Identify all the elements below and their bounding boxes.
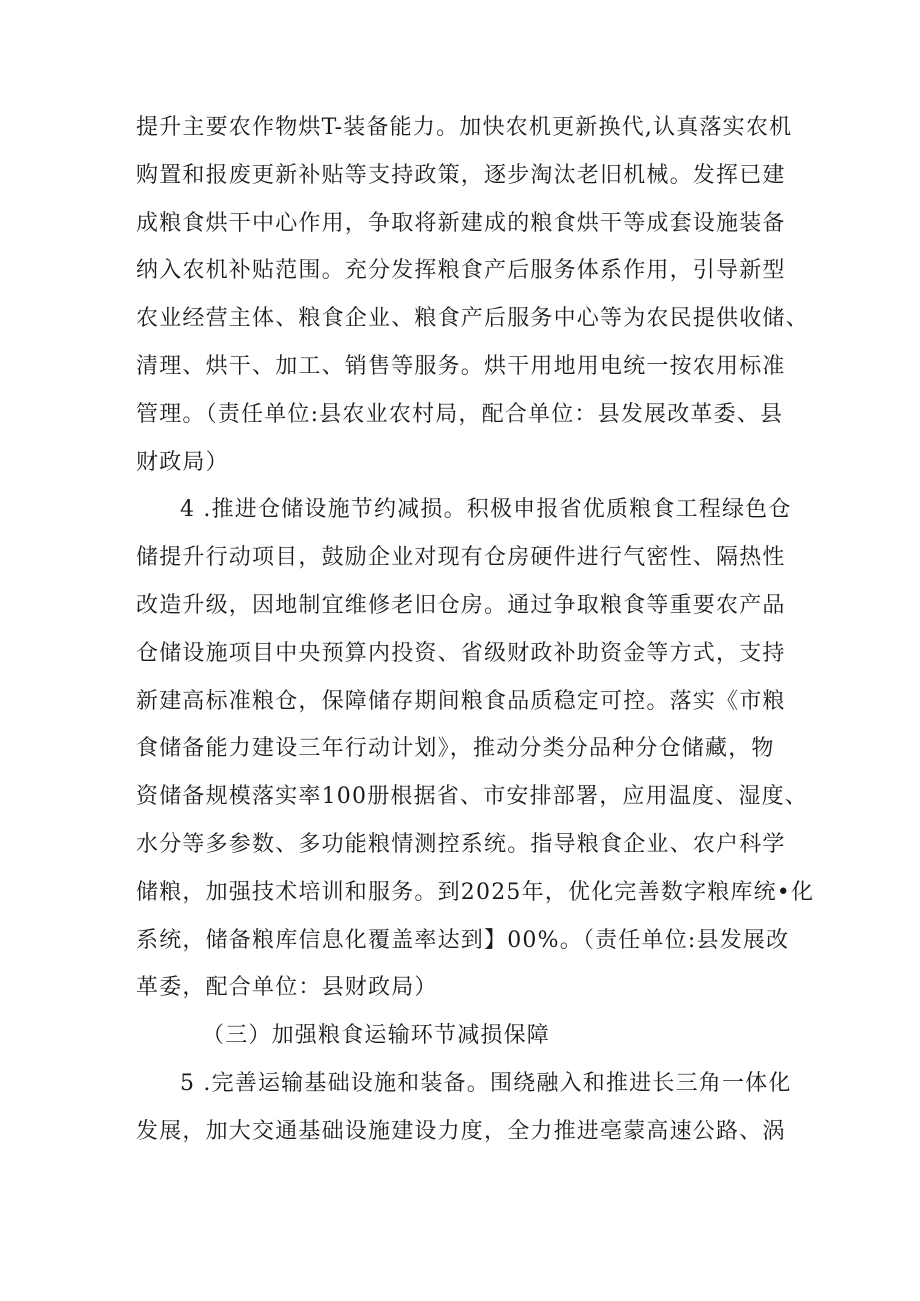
text-line: 成粮食烘干中心作用，争取将新建成的粮食烘干等成套设施装备 [136,210,786,236]
text-line: 财政局） [136,449,229,475]
paragraph-p1 [136,104,809,486]
text-line: 新建高标准粮仓，保障储存期间粮食品质稳定可控。落实《市粮 [136,688,786,714]
text-line: 提升主要农作物烘T-装备能力。加快农机更新换代,认真落实农机 [136,115,793,140]
text-line: 食储备能力建设三年行动计划》，推动分类分品种分仓储藏，物 [136,736,775,762]
text-line: 管理。（责任单位:县农业农村局，配合单位：县发展改革委、县 [136,401,784,427]
text-line: 5 .完善运输基础设施和装备。围绕融入和推进长三角一体化 [180,1070,792,1096]
text-line: 储提升行动项目，鼓励企业对现有仓房硬件进行气密性、隔热性 [136,545,786,571]
text-line: 纳入农机补贴范围。充分发挥粮食产后服务体系作用，引导新型 [136,258,786,284]
text-line: 发展，加大交通基础设施建设力度，全力推进亳蒙高速公路、涡 [136,1118,786,1144]
text-line: 储粮，加强技术培训和服务。到2025年，优化完善数字粮库统•化 [136,879,815,905]
paragraph-p4 [136,1060,791,1156]
text-line: 系统，储备粮库信息化覆盖率达到】00%。（责任单位:县发展改 [136,927,790,953]
text-line: 4 .推进仓储设施节约减损。积极申报省优质粮食工程绿色仓 [180,497,792,523]
text-line: 清理、烘干、加工、销售等服务。烘干用地用电统一按农用标准 [136,353,786,379]
paragraph-p2 [136,486,815,1012]
text-line: 农业经营主体、粮食企业、粮食产后服务中心等为农民提供收储、 [136,306,809,332]
paragraph-p3 [136,1012,791,1060]
document-body [136,104,815,1156]
text-line: 革委，配合单位：县财政局） [136,975,438,1001]
text-line: 资储备规模落实率100册根据省、市安排部署，应用温度、湿度、 [136,784,808,810]
text-line: 购置和报废更新补贴等支持政策，逐步淘汰老旧机械。发挥已建 [136,162,786,188]
text-line: 仓储设施项目中央预算内投资、省级财政补助资金等方式，支持 [136,640,786,666]
text-line: （三）加强粮食运输环节减损保障 [202,1023,551,1049]
text-line: 水分等多参数、多功能粮情测控系统。指导粮食企业、农户科学 [136,831,786,857]
text-line: 改造升级，因地制宜维修老旧仓房。通过争取粮食等重要农产品 [136,592,786,618]
